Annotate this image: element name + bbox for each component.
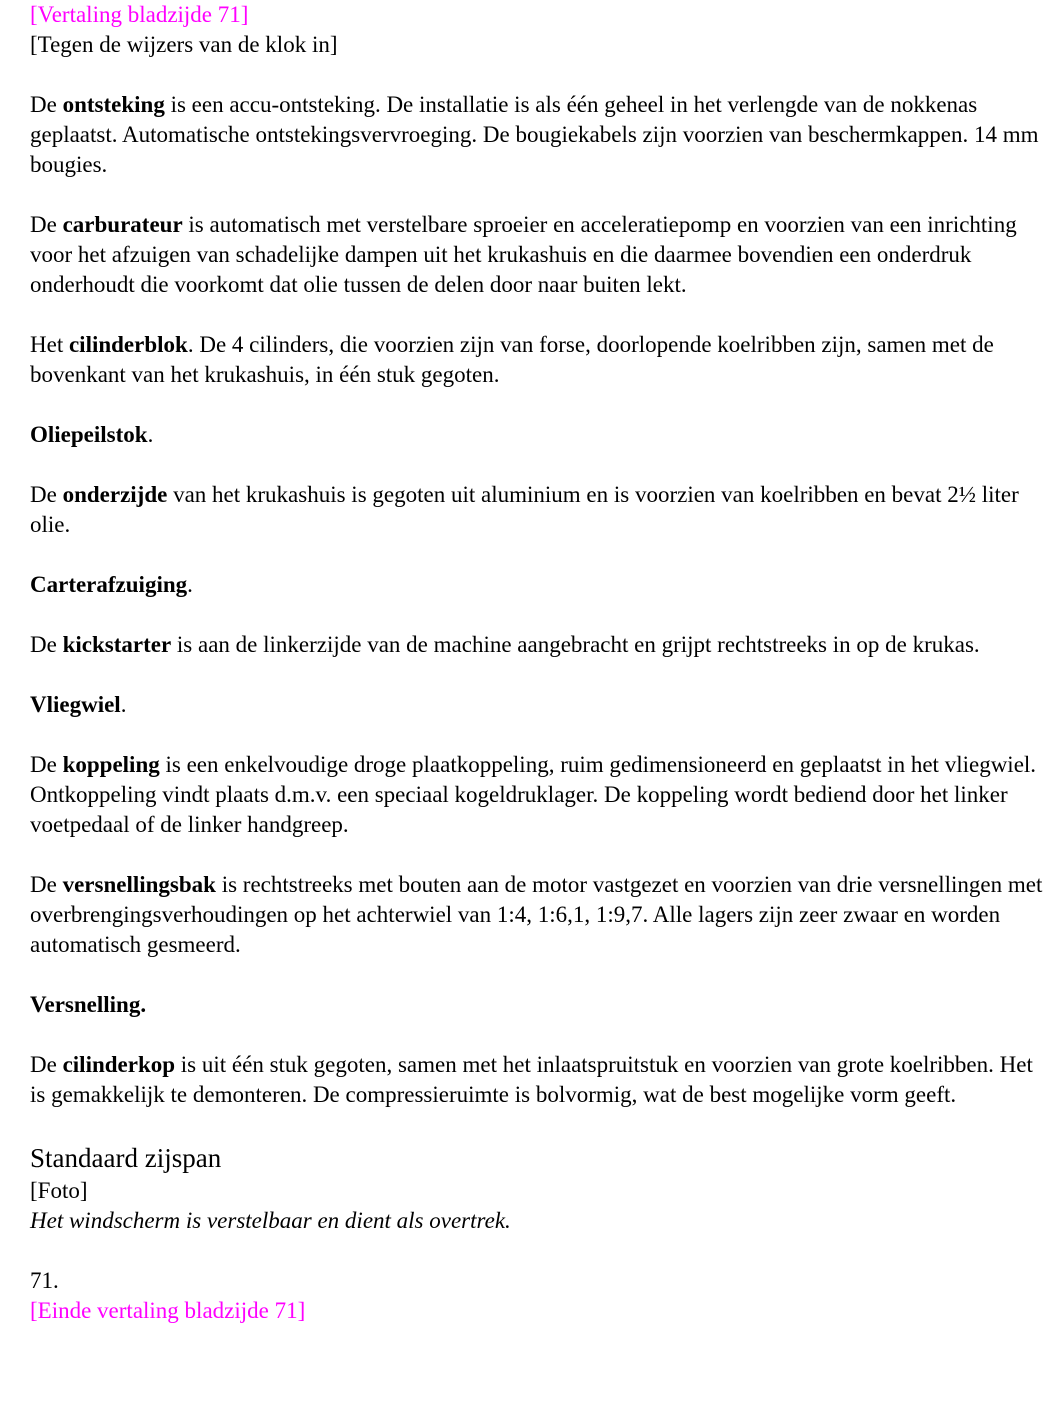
term-carburateur: carburateur [62, 212, 183, 237]
heading-oliepeilstok [30, 420, 1043, 450]
heading-term: Carterafzuiging [30, 572, 188, 597]
paragraph-lead: De [30, 482, 63, 507]
paragraph-lead: De [30, 632, 63, 657]
rotation-note: [Tegen de wijzers van de klok in] [30, 32, 338, 57]
term-koppeling: koppeling [62, 752, 160, 777]
heading-tail: . [120, 692, 127, 717]
translation-end-marker: [Einde vertaling bladzijde 71] [30, 1298, 306, 1323]
term-cilinderblok: cilinderblok [68, 332, 188, 357]
paragraph-lead: De [30, 872, 63, 897]
paragraph-ontsteking [30, 90, 1043, 180]
heading-vliegwiel [30, 690, 1043, 720]
paragraph-lead: Het [30, 332, 69, 357]
paragraph-rest: is een enkelvoudige droge plaatkoppeling, ruim gedimensioneerd en geplaatst in het vliegwiel. Ontkoppeling vindt plaats d.m.v. een speciaal kogeldruklager. De koppeling wordt bediend door het linker voetpedaal of de linker handgreep. [30, 752, 1037, 837]
heading-term: Versnelling. [30, 992, 147, 1017]
paragraph-cilinderkop [30, 1050, 1043, 1110]
paragraph-rest: is aan de linkerzijde van de machine aangebracht en grijpt rechtstreeks in op de krukas. [171, 632, 980, 657]
paragraph-koppeling [30, 750, 1043, 840]
heading-versnelling [30, 990, 1043, 1020]
paragraph-rest: is uit één stuk gegoten, samen met het inlaatspruitstuk en voorzien van grote koelribben. Het is gemakkelijk te demonteren. De compressieruimte is bolvormig, wat de best mogelijke vorm geeft. [30, 1052, 1033, 1107]
paragraph-rest: is een accu-ontsteking. De installatie is als één geheel in het verlengde van de nokkenas geplaatst. Automatische ontstekingsvervroeging. De bougiekabels zijn voorzien van beschermkappen. 14 mm bougies. [30, 92, 1039, 177]
paragraph-versnellingsbak [30, 870, 1043, 960]
paragraph-lead: De [30, 92, 63, 117]
term-versnellingsbak: versnellingsbak [62, 872, 216, 897]
photo-placeholder: [Foto] [30, 1178, 88, 1203]
paragraph-cilinderblok [30, 330, 1043, 390]
translation-start-marker: [Vertaling bladzijde 71] [30, 2, 249, 27]
paragraph-lead: De [30, 752, 63, 777]
term-onderzijde: onderzijde [62, 482, 168, 507]
term-cilinderkop: cilinderkop [62, 1052, 176, 1077]
heading-term: Oliepeilstok [30, 422, 148, 447]
section-title: Standaard zijspan [30, 1143, 222, 1173]
paragraph-rest: is rechtstreeks met bouten aan de motor vastgezet en voorzien van drie versnellingen met overbrengingsverhoudingen op het achterwiel van 1:4, 1:6,1, 1:9,7. Alle lagers zijn zeer zwaar en worden automatisch gesmeerd. [30, 872, 1043, 957]
paragraph-rest: is automatisch met verstelbare sproeier en acceleratiepomp en voorzien van een inrichting voor het afzuigen van schadelijke dampen uit het krukashuis en die daarmee bovendien een onderdruk onderhoudt die voorkomt dat olie tussen de delen door naar buiten lekt. [30, 212, 1017, 297]
sidecar-section [30, 1140, 1043, 1236]
page-number: 71. [30, 1268, 59, 1293]
heading-term: Vliegwiel [30, 692, 121, 717]
paragraph-kickstarter [30, 630, 1043, 660]
photo-caption: Het windscherm is verstelbaar en dient als overtrek. [30, 1208, 511, 1233]
term-kickstarter: kickstarter [62, 632, 172, 657]
paragraph-rest: . De 4 cilinders, die voorzien zijn van forse, doorlopende koelribben zijn, samen met de bovenkant van het krukashuis, in één stuk gegoten. [30, 332, 994, 387]
term-ontsteking: ontsteking [62, 92, 165, 117]
paragraph-rest: van het krukashuis is gegoten uit aluminium en is voorzien van koelribben en bevat 2½ liter olie. [30, 482, 1019, 537]
paragraph-carburateur [30, 210, 1043, 300]
paragraph-onderzijde [30, 480, 1043, 540]
paragraph-lead: De [30, 212, 63, 237]
heading-tail: . [187, 572, 193, 597]
paragraph-lead: De [30, 1052, 63, 1077]
heading-tail: . [147, 422, 154, 447]
heading-carterafzuiging [30, 570, 1043, 600]
